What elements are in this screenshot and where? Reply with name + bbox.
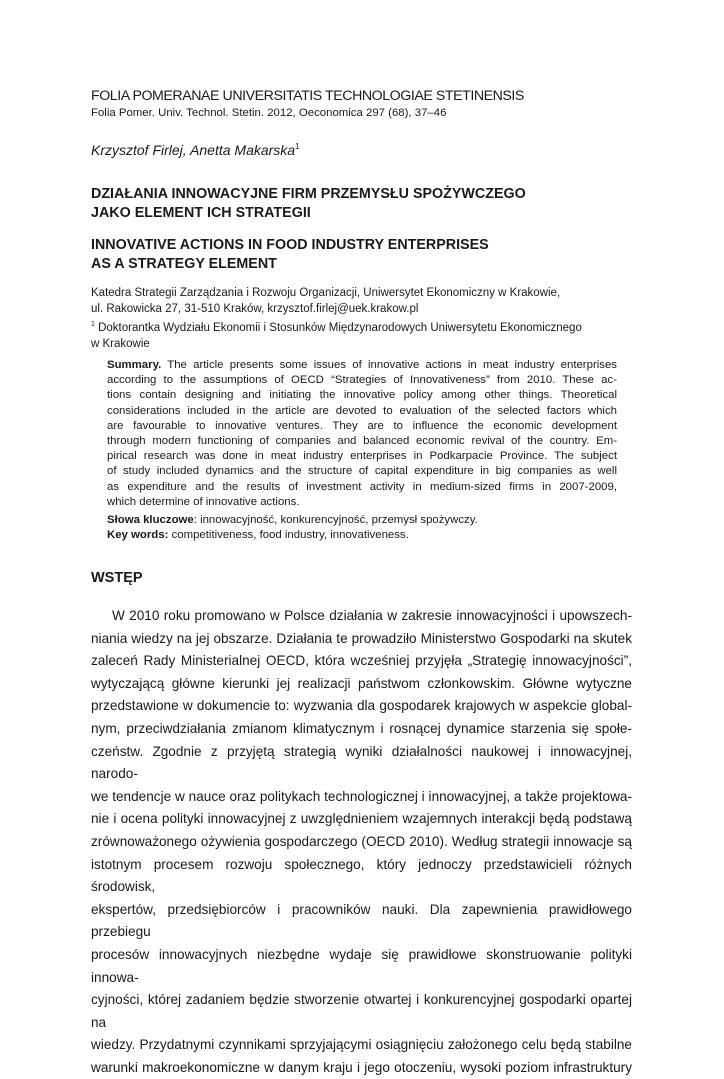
keywords-english-text: competitiveness, food industry, innovativeness.: [168, 529, 409, 542]
summary-line: pirical research was done in meat industry enterprises in Podkarpacie Province. The subject: [107, 450, 617, 463]
affiliation-line: Katedra Strategii Zarządzania i Rozwoju Organizacji, Uniwersytet Ekonomiczny w Krakowie,: [91, 287, 561, 299]
title-english-line: AS A STRATEGY ELEMENT: [91, 256, 277, 272]
section-heading: WSTĘP: [91, 570, 143, 586]
body-line: W 2010 roku promowano w Polsce działania w zakresie innowacyjności i upowszech-: [112, 608, 632, 623]
body-line: przedstawione w dokumencie to: wyzwania dla gospodarek krajowych w aspekcie global-: [91, 698, 632, 714]
affiliation-text: Doktorantka Wydziału Ekonomii i Stosunków Międzynarodowych Uniwersytetu Ekonomicznego: [94, 322, 582, 334]
summary-line: tions contain designing and initiating the innovative policy among other things. Theoretical: [107, 389, 617, 402]
author-list: [91, 142, 300, 158]
author-footnote-mark: 1: [295, 142, 300, 151]
summary-line: through modern functioning of companies and balanced economic revival of the country. Em-: [107, 435, 617, 448]
summary-line: are favourable to innovative ventures. They are to influence the economic development: [107, 419, 617, 432]
body-line: zaleceń Rady Ministerialnej OECD, która wcześniej przyjęła „Strategię innowacyjności”,: [91, 653, 632, 669]
summary-text: The article presents some issues of innovative actions in meat industry enterprises: [161, 359, 617, 371]
body-line: ekspertów, przedsiębiorców i pracowników nauki. Dla zapewnienia prawidłowego przebiegu: [91, 901, 632, 940]
affiliation-line: ul. Rakowicka 27, 31-510 Kraków, krzysztof.firlej@uek.krakow.pl: [91, 302, 419, 315]
summary-line: considerations included in the article are devoted to evaluation of the selected factors which: [107, 404, 617, 417]
title-english-line: INNOVATIVE ACTIONS IN FOOD INDUSTRY ENTERPRISES: [91, 237, 489, 253]
section-body: [91, 605, 632, 1079]
body-line: niania wiedzy na jej obszarze. Działania te prowadziło Ministerstwo Gospodarki na skutek: [91, 630, 632, 646]
body-line: istotnym procesem rozwoju społecznego, który jednoczy przedstawicieli różnych środowisk,: [91, 856, 632, 895]
author-names: Krzysztof Firlej, Anetta Makarska: [91, 142, 296, 158]
body-line: procesów innowacyjnych niezbędne wydaje się prawidłowe skonstruowanie polityki innowa-: [91, 946, 632, 985]
keywords-polish: [107, 513, 617, 528]
summary-line: according to the assumptions of OECD “Strategies of Innovativeness” from 2010. These ac-: [107, 374, 617, 387]
keywords-english-label: Key words:: [107, 529, 169, 542]
title-polish: [91, 185, 526, 223]
summary-abstract: [107, 358, 617, 510]
body-line: we tendencje w nauce oraz politykach technologicznej i innowacyjnej, a także projektowa-: [91, 788, 632, 804]
title-english: [91, 236, 489, 274]
title-polish-line: DZIAŁANIA INNOWACYJNE FIRM PRZEMYSŁU SPOŻYWCZEGO: [91, 186, 526, 202]
keywords-block: [107, 513, 617, 544]
summary-line: which determine of innovative actions.: [107, 495, 300, 508]
summary-line: [107, 358, 617, 373]
body-line: nym, przeciwdziałania zmianom klimatycznym i rosnącej dynamice starzenia się społe-: [91, 720, 632, 736]
body-line: cyjności, której zadaniem będzie stworzenie otwartej i konkurencyjnej gospodarki opartej na: [91, 992, 632, 1030]
body-line: wiedzy. Przydatnymi czynnikami sprzyjającymi osiągnięciu założonego celu będą stabilne: [91, 1037, 632, 1053]
body-line: nie i ocena polityki innowacyjnej z uwzględnieniem wzajemnych interakcji będą podstawą: [91, 811, 632, 827]
title-polish-line: JAKO ELEMENT ICH STRATEGII: [91, 205, 311, 221]
body-line: warunki makroekonomiczne w danym kraju i jego otoczeniu, wysoki poziom infrastruktury: [91, 1059, 632, 1075]
body-line: czeństw. Zgodnie z przyjętą strategią wyniki działalności naukowej i innowacyjnej, narodo-: [91, 743, 632, 782]
summary-label: Summary.: [107, 359, 162, 371]
summary-line: of study included dynamics and the structure of capital expenditure in big companies as well: [107, 465, 617, 478]
keywords-polish-text: : innowacyjność, konkurencyjność, przemysł spożywczy.: [193, 514, 478, 526]
body-line: zrównoważonego ożywienia gospodarczego (OECD 2010). Według strategii innowacje są: [91, 833, 632, 849]
summary-line: as expenditure and the results of investment activity in medium-sized firms in 2007-2009,: [107, 480, 617, 493]
affiliation-line: w Krakowie: [91, 337, 150, 350]
journal-title: FOLIA POMERANAE UNIVERSITATIS TECHNOLOGIAE STETINENSIS: [91, 88, 524, 104]
journal-citation: Folia Pomer. Univ. Technol. Stetin. 2012, Oeconomica 297 (68), 37–46: [91, 107, 447, 119]
affiliation-line: [91, 317, 631, 337]
affiliation: [91, 286, 631, 352]
affiliation-footnote-mark: 1: [91, 321, 95, 328]
keywords-english: [107, 528, 617, 543]
body-line: wytyczającą główne kierunki jej realizacji państwom członkowskim. Główne wytyczne: [91, 675, 632, 691]
keywords-polish-label: Słowa kluczowe: [107, 514, 194, 526]
